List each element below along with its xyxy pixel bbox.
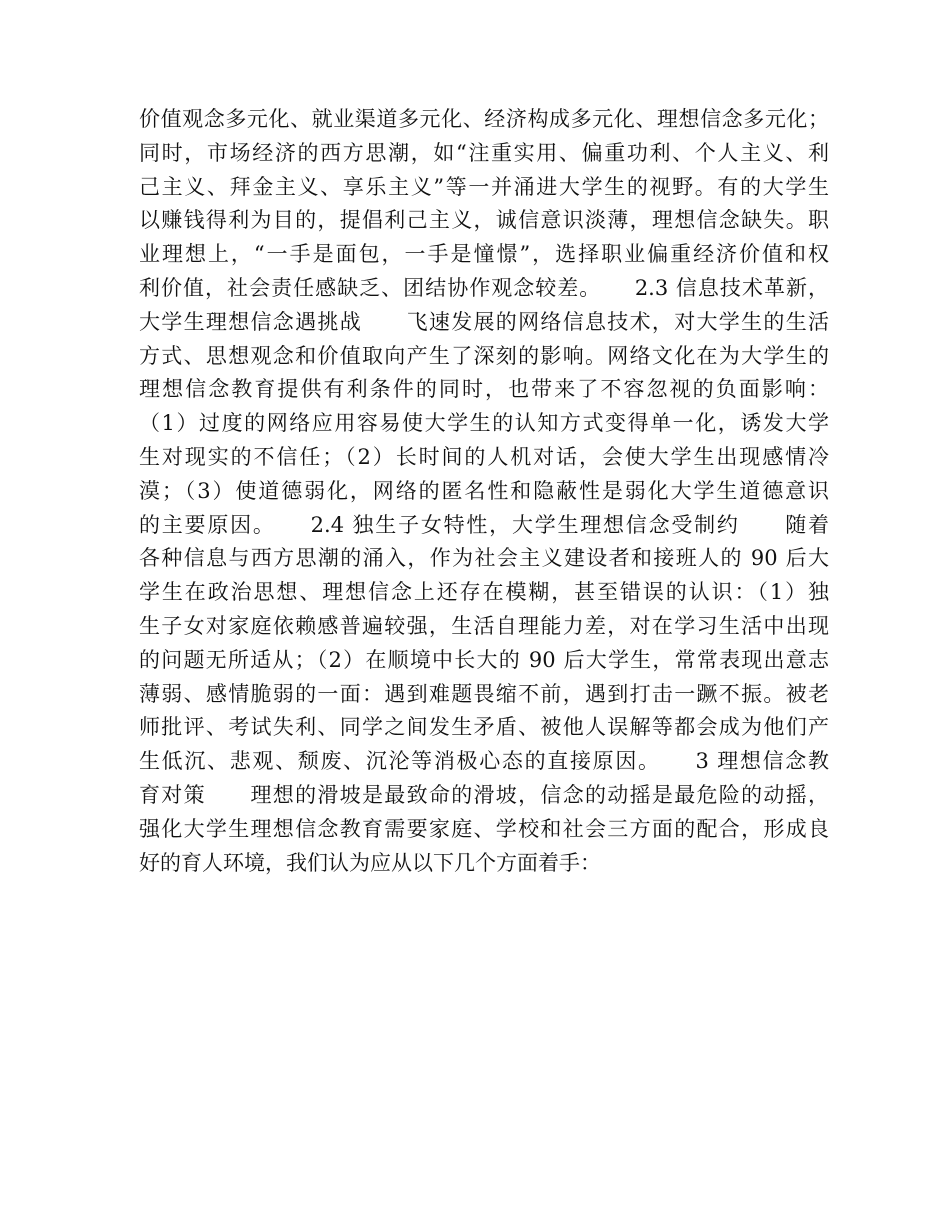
text-line: （1）过度的网络应用容易使大学生的认知方式变得单一化，诱发大学 — [139, 411, 829, 436]
text-line: 业理想上，“一手是面包，一手是憧憬”，选择职业偏重经济价值和权 — [139, 242, 829, 267]
text-line: 方式、思想观念和价值取向产生了深刻的影响。网络文化在为大学生的 — [139, 343, 829, 368]
text-line: 好的育人环境，我们认为应从以下几个方面着手： — [139, 850, 601, 875]
text-line: 的问题无所适从；（2）在顺境中长大的 90 后大学生，常常表现出意志 — [139, 647, 829, 672]
text-line: 强化大学生理想信念教育需要家庭、学校和社会三方面的配合，形成良 — [139, 816, 829, 841]
text-line: 理想信念教育提供有利条件的同时，也带来了不容忽视的负面影响： — [139, 377, 829, 402]
text-line: 以赚钱得利为目的，提倡利己主义，诚信意识淡薄，理想信念缺失。职 — [139, 208, 829, 233]
text-line: 薄弱、感情脆弱的一面：遇到难题畏缩不前，遇到打击一蹶不振。被老 — [139, 681, 829, 706]
text-line: 学生在政治思想、理想信念上还存在模糊，甚至错误的认识：（1）独 — [139, 580, 829, 605]
body-text — [139, 103, 829, 880]
text-line: 育对策 理想的滑坡是最致命的滑坡，信念的动摇是最危险的动摇， — [139, 782, 829, 807]
text-line: 漠；（3）使道德弱化，网络的匿名性和隐蔽性是弱化大学生道德意识 — [139, 478, 829, 503]
text-line: 师批评、考试失利、同学之间发生矛盾、被他人误解等都会成为他们产 — [139, 715, 829, 740]
text-line: 生低沉、悲观、颓废、沉沦等消极心态的直接原因。 3 理想信念教 — [139, 749, 829, 774]
text-line: 己主义、拜金主义、享乐主义”等一并涌进大学生的视野。有的大学生 — [139, 174, 829, 199]
text-line: 大学生理想信念遇挑战 飞速发展的网络信息技术，对大学生的生活 — [139, 309, 829, 334]
text-line: 利价值，社会责任感缺乏、团结协作观念较差。 2.3 信息技术革新， — [139, 275, 829, 300]
text-line: 生子女对家庭依赖感普遍较强，生活自理能力差，对在学习生活中出现 — [139, 613, 829, 638]
text-line: 同时，市场经济的西方思潮，如“注重实用、偏重功利、个人主义、利 — [139, 140, 829, 165]
text-line: 的主要原因。 2.4 独生子女特性，大学生理想信念受制约 随着 — [139, 512, 829, 537]
text-line: 价值观念多元化、就业渠道多元化、经济构成多元化、理想信念多元化； — [139, 107, 829, 131]
text-line: 各种信息与西方思潮的涌入，作为社会主义建设者和接班人的 90 后大 — [139, 546, 829, 571]
text-line: 生对现实的不信任；（2）长时间的人机对话，会使大学生出现感情冷 — [139, 444, 829, 469]
